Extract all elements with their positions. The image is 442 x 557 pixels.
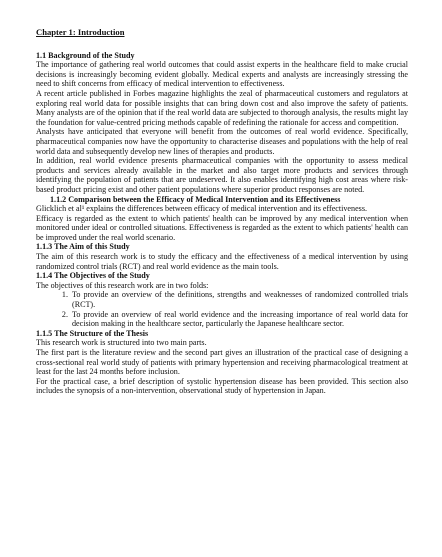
paragraph: Analysts have anticipated that everyone will benefit from the outcomes of real world evidence. Specifically, pharmaceutical companies now have the opportunity to characterise diseases and populations with the help of real world data and subsequently develop new lines of therapies and products. [36,127,408,156]
paragraph: For the practical case, a brief description of systolic hypertension disease has been provided. This section also includes the synopsis of a non-intervention, observational study of hypertension in Japan. [36,376,408,396]
objectives-list [36,290,408,328]
paragraph: Glicklich et al¹ explains the differences between efficacy of medical intervention and its effectiveness. [36,204,367,214]
paragraph: The first part is the literature review and the second part gives an illustration of the practical case of designing a cross-sectional real world study of patients with primary hypertension and receiving pharmacological treatment at least for the last 24 months before inclusion. [36,348,408,377]
section-heading-objectives: 1.1.4 The Objectives of the Study [36,271,150,281]
list-item: 1. To provide an overview of the definitions, strengths and weaknesses of randomized controlled trials (RCT). [70,290,408,309]
section-heading-comparison: 1.1.2 Comparison between the Efficacy of Medical Intervention and its Effectiveness [50,194,341,204]
paragraph: The objectives of this research work are in two folds: [36,280,209,290]
list-item: 2. To provide an overview of real world evidence and the increasing importance of real world data for decision making in the healthcare sector, particularly the Japanese healthcare sector. [70,310,408,329]
chapter-title: Chapter 1: Introduction [36,27,125,37]
section-heading-aim: 1.1.3 The Aim of this Study [36,242,130,252]
paragraph: A recent article published in Forbes magazine highlights the zeal of pharmaceutical customers and regulators at exploring real world data for possible insights that can bring down cost and also improve the safety of patients. Many analysts are of the opinion that if the real world data are subjected to thorough analysis, the results might lay the foundation for value-centred pricing methods capable of redefining the rationale for access and competition. [36,88,408,127]
paragraph: Efficacy is regarded as the extent to which patients' health can be improved by any medical intervention when monitored under ideal or controlled situations. Effectiveness is regarded as the extent to which patients' health can be improved under the real world scenario. [36,213,408,242]
paragraph: The aim of this research work is to study the efficacy and the effectiveness of a medical intervention by using randomized control trials (RCT) and real world evidence as the main tools. [36,252,408,271]
paragraph: This research work is structured into two main parts. [36,338,207,348]
section-heading-background: 1.1 Background of the Study [36,50,135,60]
paragraph: In addition, real world evidence presents pharmaceutical companies with the opportunity to assess medical products and services already available in the market and also target more products and services through identifying the population of patients that are undeserved. It also enables identifying high cost areas where risk-based product pricing exist and other patient populations where superior product responses are noted. [36,156,408,194]
paragraph: The importance of gathering real world outcomes that could assist experts in the healthcare field to make crucial decisions is increasingly becoming evident globally. Medical experts and analysts are increasingly stressing the need to shift concerns from efficacy of medical intervention to effectiveness. [36,60,408,89]
section-heading-structure: 1.1.5 The Structure of the Thesis [36,328,149,338]
